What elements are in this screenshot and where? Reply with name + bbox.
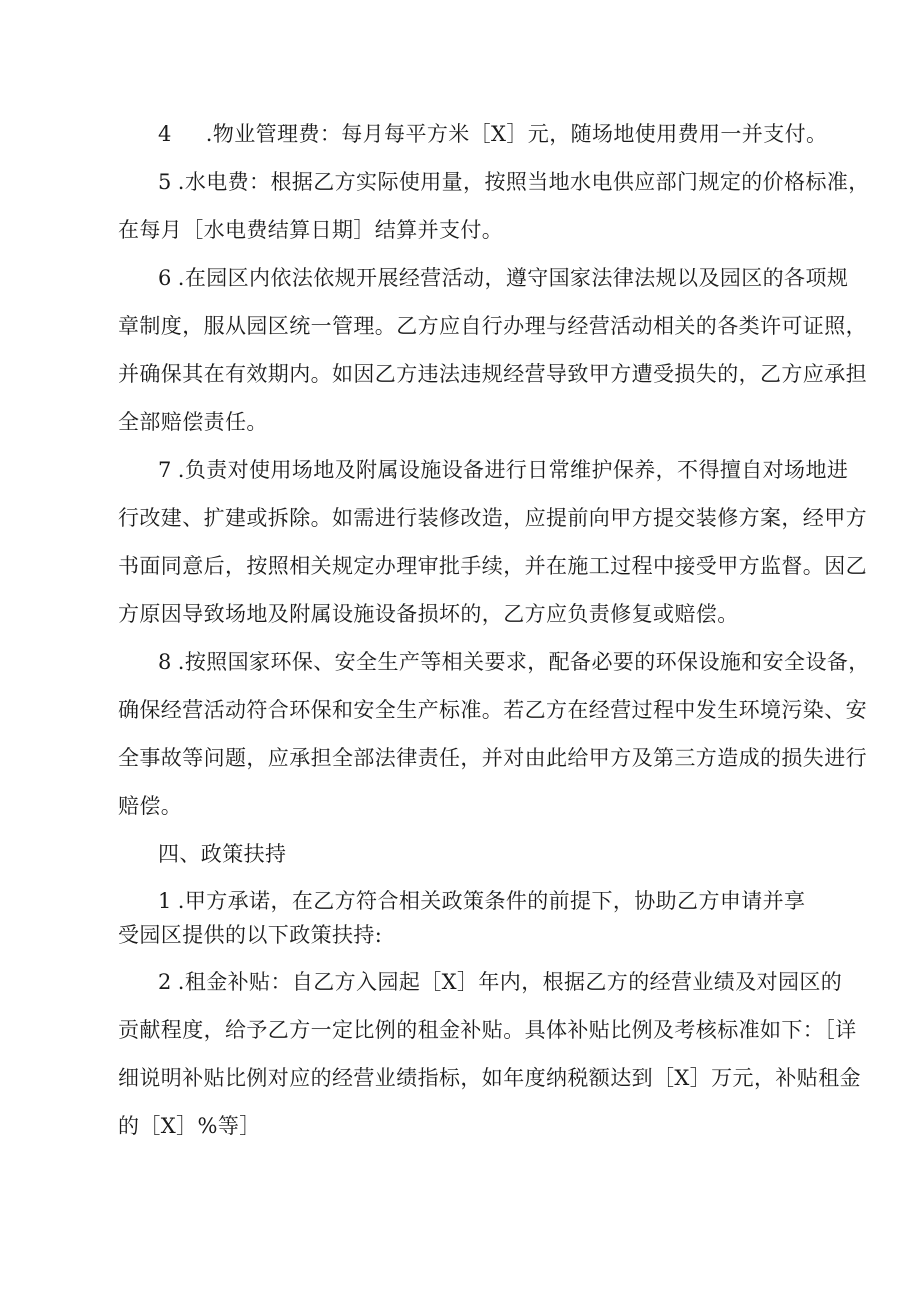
clause-property-fee — [118, 110, 828, 158]
paragraph-line: 贡献程度，给予乙方一定比例的租金补贴。具体补贴比例及考核标准如下：［详 — [118, 1018, 857, 1042]
paragraph-line: 7 .负责对使用场地及附属设施设备进行日常维护保养，不得擅自对场地进 — [118, 446, 808, 494]
paragraph-line: 全事故等问题，应承担全部法律责任，并对由此给甲方及第三方造成的损失进行 — [118, 746, 867, 770]
paragraph-line: 章制度，服从园区统一管理。乙方应自行办理与经营活动相关的各类许可证照， — [118, 314, 867, 338]
paragraph-line: 全部赔偿责任。 — [118, 410, 268, 434]
clause-lawful-operation — [118, 254, 867, 446]
paragraph-line: 行改建、扩建或拆除。如需进行装修改造，应提前向甲方提交装修方案，经甲方 — [118, 506, 867, 530]
clause-rent-subsidy — [118, 958, 861, 1150]
section-heading-policy-support — [118, 830, 808, 878]
paragraph-line: 8 .按照国家环保、安全生产等相关要求，配备必要的环保设施和安全设备， — [118, 638, 808, 686]
paragraph-line: 的［X］%等］ — [118, 1114, 261, 1138]
paragraph-line: 确保经营活动符合环保和安全生产标准。若乙方在经营过程中发生环境污染、安 — [118, 698, 867, 722]
paragraph-line: 1 .甲方承诺，在乙方符合相关政策条件的前提下，协助乙方申请并享 — [118, 884, 808, 918]
paragraph-line: 在每月［水电费结算日期］结算并支付。 — [118, 218, 504, 242]
clause-environment-safety — [118, 638, 870, 830]
clause-number: 4 — [158, 122, 172, 146]
paragraph-line: 5 .水电费：根据乙方实际使用量，按照当地水电供应部门规定的价格标准， — [118, 158, 808, 206]
clause-number: 6 — [158, 266, 172, 290]
paragraph-line: 4 .物业管理费：每月每平方米［X］元，随场地使用费用一并支付。 — [118, 110, 808, 158]
clause-number: 7 — [158, 458, 172, 482]
clause-maintenance — [118, 446, 867, 638]
paragraph-line: 6 .在园区内依法依规开展经营活动，遵守国家法律法规以及园区的各项规 — [118, 254, 808, 302]
paragraph-line: 赔偿。 — [118, 794, 183, 818]
paragraph-line: 书面同意后，按照相关规定办理审批手续，并在施工过程中接受甲方监督。因乙 — [118, 554, 867, 578]
paragraph-line: 并确保其在有效期内。如因乙方违法违规经营导致甲方遭受损失的，乙方应承担 — [118, 362, 867, 386]
clause-number: 2 — [158, 970, 172, 994]
paragraph-line: 2 .租金补贴：自乙方入园起［X］年内，根据乙方的经营业绩及对园区的 — [118, 958, 808, 1006]
clause-number: 8 — [158, 650, 172, 674]
paragraph-line: 受园区提供的以下政策扶持: — [118, 923, 383, 947]
paragraph-line: 细说明补贴比例对应的经营业绩指标，如年度纳税额达到［X］万元，补贴租金 — [118, 1066, 861, 1090]
clause-policy-commitment — [118, 884, 808, 952]
clause-number: 1 — [158, 889, 172, 913]
clause-utilities — [118, 158, 870, 254]
clause-number: 5 — [158, 170, 172, 194]
section-heading: 四、政策扶持 — [158, 842, 287, 866]
paragraph-line: 方原因导致场地及附属设施设备损坏的，乙方应负责修复或赔偿。 — [118, 602, 739, 626]
